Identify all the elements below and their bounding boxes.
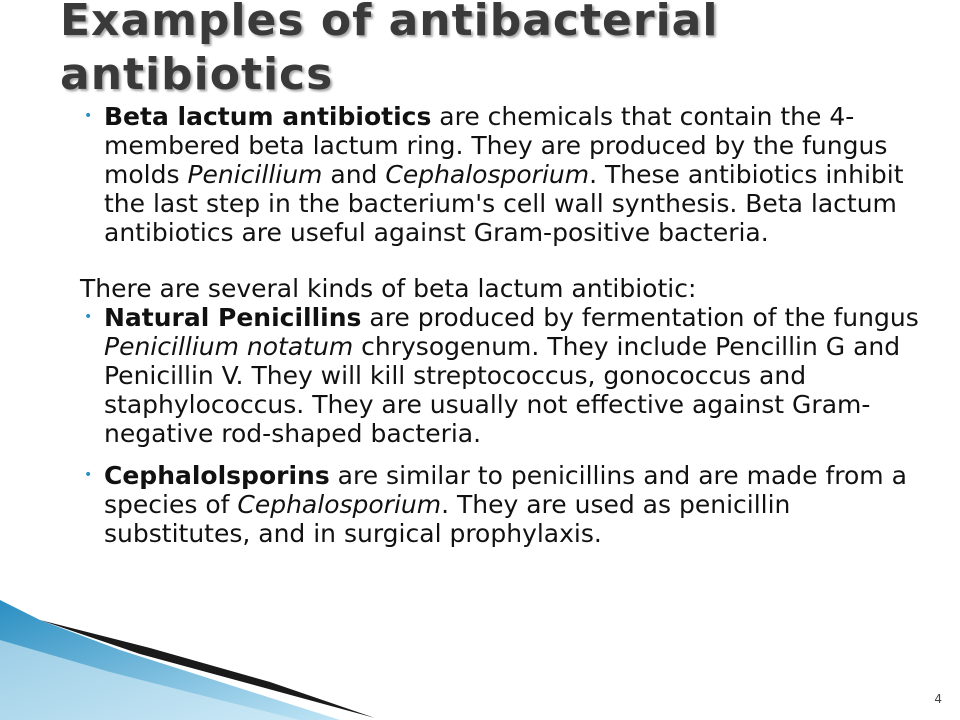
- bullet-natural-penicillins: [80, 303, 920, 448]
- cephalo-text-2: . They are used as penicillin substitutes, and in surgical prophylaxis.: [104, 490, 791, 548]
- species-penicillium-notatum: Penicillium notatum: [104, 332, 354, 361]
- decorative-swoosh: [0, 600, 380, 720]
- genus-cephalosporium-2: Cephalosporium: [237, 490, 442, 519]
- page-number: 4: [934, 692, 942, 706]
- term-beta-lactum: Beta lactum antibiotics: [104, 102, 432, 131]
- genus-cephalosporium: Cephalosporium: [385, 160, 590, 189]
- slide-body: [80, 102, 920, 548]
- slide-title: Examples of antibacterial antibiotics: [60, 0, 719, 100]
- term-natural-penicillins: Natural Penicillins: [104, 303, 362, 332]
- beta-lactum-text-2: . These antibiotics inhibit the last step in the bacterium's cell wall synthesis. Beta lactum antibiotics are useful against Gram-positive bacteria.: [104, 160, 904, 247]
- beta-lactum-and: and: [322, 160, 386, 189]
- term-cephalosporins: Cephalolsporins: [104, 461, 330, 490]
- kinds-intro: There are several kinds of beta lactum antibiotic:: [80, 274, 697, 303]
- genus-penicillium: Penicillium: [187, 160, 323, 189]
- beta-lactum-text-1: are chemicals that contain the 4-membered beta lactum ring. They are produced by the fungus molds: [104, 102, 888, 189]
- natural-text-2: chrysogenum. They include Pencillin G and Penicillin V. They will kill streptococcus, gonococcus and staphylococcus. They are usually not effective against Gram-negative rod-shaped bacteria.: [104, 332, 901, 448]
- bullet-beta-lactum: [80, 102, 920, 247]
- bullet-dot-icon: •: [84, 309, 93, 325]
- natural-text-1: are produced by fermentation of the fungus: [361, 303, 919, 332]
- bullet-cephalosporins: [80, 461, 920, 548]
- cephalo-text-1: are similar to penicillins and are made from a species of: [104, 461, 907, 519]
- bullet-dot-icon: •: [84, 108, 93, 124]
- bullet-dot-icon: •: [84, 467, 93, 483]
